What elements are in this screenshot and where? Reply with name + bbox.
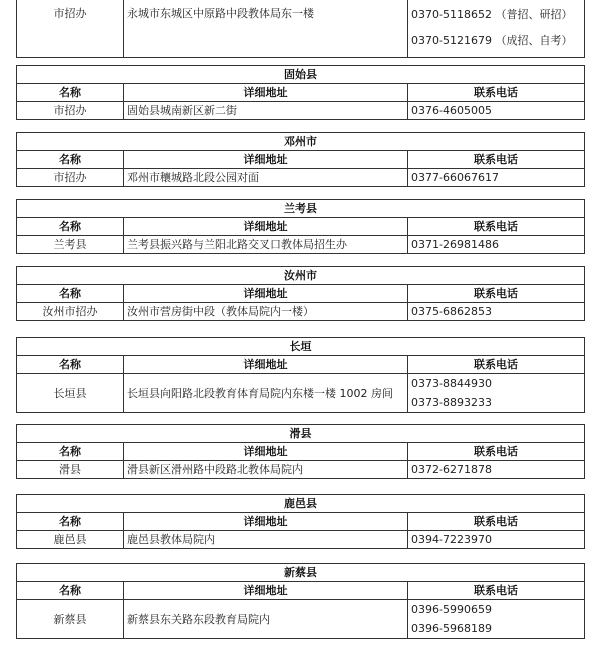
- office-address: 兰考县振兴路与兰阳北路交叉口教体局招生办: [124, 236, 408, 254]
- header-address: 详细地址: [124, 356, 408, 374]
- header-name: 名称: [17, 84, 124, 102]
- office-address: 汝州市营房街中段（教体局院内一楼）: [124, 303, 408, 321]
- office-address: 鹿邑县教体局院内: [124, 531, 408, 549]
- header-phone: 联系电话: [408, 218, 585, 236]
- office-phone: [408, 600, 585, 639]
- county-title: 滑县: [17, 425, 585, 443]
- phone-number: 0396-5968189: [411, 622, 492, 635]
- office-address: 固始县城南新区新二街: [124, 102, 408, 120]
- office-name: 鹿邑县: [17, 531, 124, 549]
- office-phone: 0372-6271878: [408, 461, 585, 479]
- table-row: [17, 169, 585, 187]
- office-phone: [408, 374, 585, 413]
- phone-number: 0373-8893233: [411, 396, 492, 409]
- county-table: [16, 494, 585, 549]
- office-phone: 0376-4605005: [408, 102, 585, 120]
- header-phone: 联系电话: [408, 84, 585, 102]
- header-name: 名称: [17, 443, 124, 461]
- header-name: 名称: [17, 151, 124, 169]
- county-table: [16, 199, 585, 254]
- office-name: 兰考县: [17, 236, 124, 254]
- office-name: 市招办: [17, 102, 124, 120]
- office-name: 市招办: [17, 169, 124, 187]
- county-table: [16, 266, 585, 321]
- phone-number: 0370-5118652 （普招、研招）: [411, 8, 573, 21]
- phone-number: 0396-5990659: [411, 603, 492, 616]
- table-row: [17, 461, 585, 479]
- header-name: 名称: [17, 218, 124, 236]
- county-table: [16, 337, 585, 413]
- table-row: [17, 600, 585, 639]
- header-name: 名称: [17, 285, 124, 303]
- header-phone: 联系电话: [408, 582, 585, 600]
- header-phone: 联系电话: [408, 356, 585, 374]
- county-title: 邓州市: [17, 133, 585, 151]
- contact-table-top: [16, 0, 585, 58]
- county-table: [16, 65, 585, 120]
- office-name: 市招办: [17, 0, 124, 58]
- office-name: 汝州市招办: [17, 303, 124, 321]
- office-address: 长垣县向阳路北段教育体育局院内东楼一楼 1002 房间: [124, 374, 408, 413]
- office-name: 滑县: [17, 461, 124, 479]
- header-address: 详细地址: [124, 513, 408, 531]
- table-row: [17, 236, 585, 254]
- office-phone: 0394-7223970: [408, 531, 585, 549]
- table-row: [17, 102, 585, 120]
- office-address: 邓州市穰城路北段公园对面: [124, 169, 408, 187]
- header-phone: 联系电话: [408, 513, 585, 531]
- header-phone: 联系电话: [408, 151, 585, 169]
- header-address: 详细地址: [124, 151, 408, 169]
- header-name: 名称: [17, 356, 124, 374]
- office-name: 长垣县: [17, 374, 124, 413]
- header-name: 名称: [17, 513, 124, 531]
- county-table: [16, 424, 585, 479]
- county-title: 固始县: [17, 66, 585, 84]
- header-address: 详细地址: [124, 218, 408, 236]
- header-address: 详细地址: [124, 84, 408, 102]
- office-phone: 0371-26981486: [408, 236, 585, 254]
- office-name: 新蔡县: [17, 600, 124, 639]
- table-row: [17, 531, 585, 549]
- table-row: [17, 374, 585, 413]
- county-title: 鹿邑县: [17, 495, 585, 513]
- header-phone: 联系电话: [408, 285, 585, 303]
- office-phone: 0375-6862853: [408, 303, 585, 321]
- table-row: [17, 0, 585, 58]
- header-address: 详细地址: [124, 582, 408, 600]
- county-title: 兰考县: [17, 200, 585, 218]
- office-address: 滑县新区滑州路中段路北教体局院内: [124, 461, 408, 479]
- county-table: [16, 132, 585, 187]
- county-title: 长垣: [17, 338, 585, 356]
- header-address: 详细地址: [124, 285, 408, 303]
- county-title: 汝州市: [17, 267, 585, 285]
- office-phone: [408, 0, 585, 58]
- header-name: 名称: [17, 582, 124, 600]
- office-address: 永城市东城区中原路中段教体局东一楼: [124, 0, 408, 58]
- county-table: [16, 563, 585, 639]
- county-title: 新蔡县: [17, 564, 585, 582]
- header-address: 详细地址: [124, 443, 408, 461]
- office-phone: 0377-66067617: [408, 169, 585, 187]
- phone-number: 0370-5121679 （成招、自考）: [411, 34, 573, 47]
- header-phone: 联系电话: [408, 443, 585, 461]
- office-address: 新蔡县东关路东段教育局院内: [124, 600, 408, 639]
- table-row: [17, 303, 585, 321]
- phone-number: 0373-8844930: [411, 377, 492, 390]
